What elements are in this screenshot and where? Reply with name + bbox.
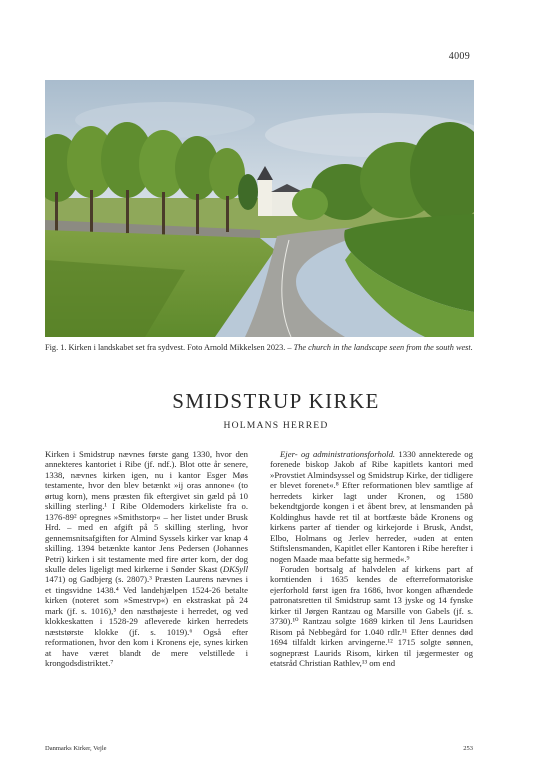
text-column-left (45, 449, 248, 669)
caption-english: The church in the landscape seen from the south west. (293, 343, 473, 352)
page-title: SMIDSTRUP KIRKE (172, 389, 380, 413)
church-landscape-photo (45, 80, 474, 337)
footer-page-number: 253 (463, 745, 473, 752)
right-paragraph-2: Foruden bortsalg af halvdelen af kirkens part af korntienden i 1635 kendes de efterreformatoriske ejerforhold først igen fra 1686, hvor kongen afhændede patronatsretten til Smidstrup samt 13 jyske og 14 fynske kirker til Jørgen Rantzau og Marsille von Gabels (jf. s. 3730).¹⁰ Rantzau solgte 1689 kirken til Jens Lauridsen Risom på Nebbegård for 1.040 rdlr.¹¹ Efter dennes død 1694 tilfaldt kirken arvingerne.¹² 1715 solgte sønnen, sognepræst Laurids Risom, kirken til jægermester og etatsråd Christian Rathlev,¹³ om end (270, 563, 473, 669)
left-paragraph-1: Kirken i Smidstrup nævnes første gang 1330, hvor den annekteres kantoriet i Ribe (jf. ndf.). Blot otte år senere, 1338, nævnes kirken igen, nu i kantor Esger Møs testamente, hvor den blev betænkt »ij oras annone« (to ørtug korn), mens præsten fik eftergivet sin gæld på 10 skilling sterling.¹ I Ribe Oldemoders kirkeliste fra o. 1376-89² opregnes »Smithstorp« – her listet under Brusk Hrd. – med en afgift på 5 skilling sterling, hvor gennemsnitsafgiften for Almind Syssels kirker var knap 4 skilling. 1394 betænkte kantor Jens Pedersen (Johannes Petri) kirken i sit testamente med fire ørter korn, der dog skulle deles ligeligt med kirkerne i Sønder Skast (DKSyll 1471) og Gadbjerg (s. 2807).³ Præsten Laurens nævnes i et tingsvidne 1438.⁴ Ved landehjælpen 1524-26 betalte kirken (noteret som »Smestrvp«) en ekstraskat på 24 mark (jf. s. 1016),⁵ den næsthøjeste i herredet, og ved klokkeskatten i 1528-29 afleverede kirken herredets næststørste klokke (jf. s. 1019).⁶ Også efter reformationen, hvor den kom i Kronens eje, synes kirken at have været blandt de mere velstillede i krongodsdistriktet.⁷ (45, 449, 248, 669)
photo-illustration (45, 80, 474, 337)
caption-danish: Fig. 1. Kirken i landskabet set fra sydvest. Foto Arnold Mikkelsen 2023. – (45, 343, 292, 352)
footer-publication: Danmarks Kirker, Vejle (45, 745, 107, 752)
right-paragraph-1: Ejer- og administrationsforhold. 1330 annekterede og forenede biskop Jakob af Ribe kapitlets kantori med »Provstiet Almindsyssel og Smidstrup Kirke, der tidligere er blevet forenet«.⁸ Efter reformationen blev samtlige af herredets kirker lagt under Kronen, og 1580 bekendtgjorde kongen i et åbent brev, at lensmanden på Koldinghus havde ret til at bortfæste både Kronens og kirkens parter af tiender og kirkejorde i Brusk, Andst, Elbo, Holmans og Jerlev herreder, »uden at enten Stiftslensmanden, Kapitlet eller Kantoren i Ribe herefter i nogen Maade maa befatte sig hermed«.⁹ (270, 449, 473, 564)
figure-caption (45, 342, 474, 353)
page-subtitle: HOLMANS HERRED (223, 420, 329, 431)
page-number: 4009 (448, 51, 470, 62)
text-column-right (270, 449, 473, 669)
